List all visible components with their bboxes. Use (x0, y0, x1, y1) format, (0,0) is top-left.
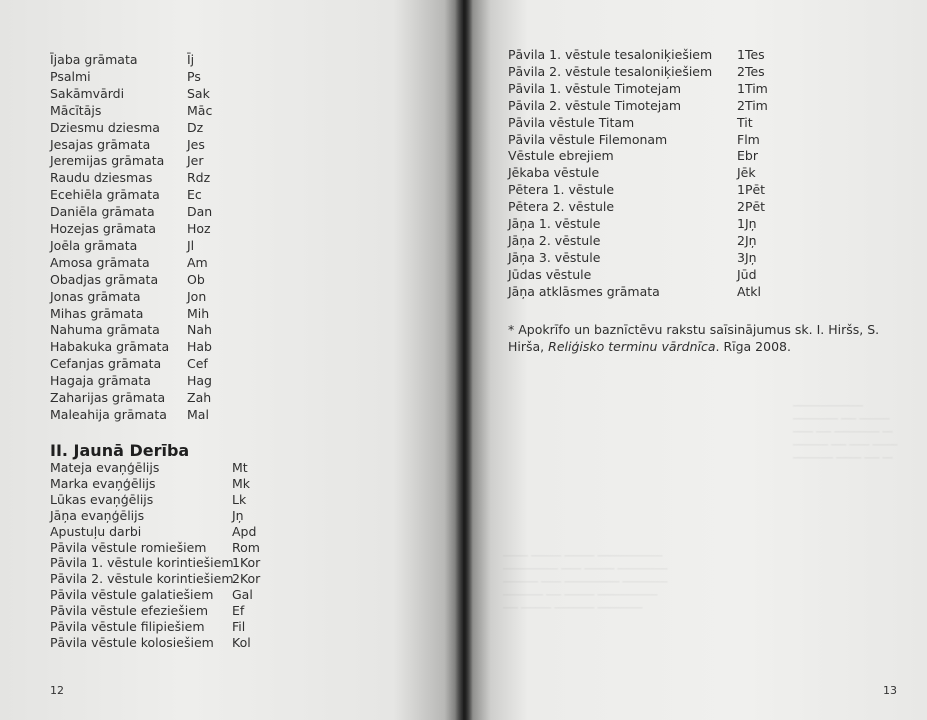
book-abbreviation: Ob (187, 271, 205, 287)
book-gutter (455, 0, 473, 720)
page-number-right: 13 (883, 684, 897, 697)
book-abbreviation: Hab (187, 339, 212, 355)
book-abbreviation: Nah (187, 322, 212, 338)
book-name: Jāņa 1. vēstule (508, 216, 601, 231)
book-abbreviation: Mih (187, 305, 210, 321)
book-abbreviation: 1Tes (737, 47, 765, 62)
book-abbreviation: Dan (187, 204, 213, 220)
show-through-text: ______________ _________ ___ ______ ____ ___ _________ __ _______ ___ ____ _____ ________ _____ ___ __ (793, 396, 898, 459)
footnote-suffix: . Rīga 2008. (715, 339, 791, 354)
book-name: Jāņa 3. vēstule (508, 249, 601, 265)
book-abbreviation: Māc (187, 102, 213, 118)
book-abbreviation: Lk (232, 491, 247, 507)
book-name: Jāņa atklāsmes grāmata (508, 283, 660, 299)
book-name: Mateja evaņģēlijs (50, 460, 160, 475)
book-abbreviation: Jl (187, 237, 195, 253)
book-name: Pāvila vēstule efeziešiem (50, 603, 209, 619)
book-abbreviation: Jon (187, 288, 207, 304)
book-name: Jēkaba vēstule (508, 165, 600, 181)
book-name: Pāvila 2. vēstule tesaloniķiešiem (508, 63, 713, 79)
book-name: Pāvila vēstule Filemonam (508, 131, 668, 147)
book-abbreviation: 2Kor (232, 571, 261, 587)
book-abbreviation: 1Pēt (737, 182, 766, 198)
book-name: Pētera 2. vēstule (508, 199, 615, 215)
book-name: Pāvila vēstule filipiešiem (50, 619, 205, 634)
book-name: Apustuļu darbi (50, 523, 142, 539)
book-abbreviation: Cef (187, 356, 208, 372)
book-abbreviation: Mk (232, 475, 251, 491)
book-name: Dziesmu dziesma (50, 119, 160, 135)
book-name: Marka evaņģēlijs (50, 475, 156, 491)
book-name: Jonas grāmata (50, 288, 141, 304)
book-abbreviation: Kol (232, 634, 251, 650)
book-abbreviation: Dz (187, 119, 204, 135)
book-name: Ījaba grāmata (50, 52, 138, 67)
book-abbreviation: 1Kor (232, 555, 261, 571)
book-abbreviation: 2Tim (737, 97, 768, 113)
book-name: Cefanjas grāmata (50, 356, 162, 372)
book-name: Pāvila vēstule Titam (508, 114, 635, 130)
book-abbreviation: Rdz (187, 170, 211, 186)
footnote (508, 321, 908, 355)
book-abbreviation: Mal (187, 406, 209, 422)
book-abbreviation: Sak (187, 85, 210, 101)
book-name: Jeremijas grāmata (50, 153, 165, 169)
book-name: Amosa grāmata (50, 254, 150, 270)
book-abbreviation: Jer (187, 153, 204, 169)
book-abbreviation: Mt (232, 460, 248, 475)
book-abbreviation: 1Tim (737, 80, 768, 96)
book-name: Psalmi (50, 68, 91, 84)
book-abbreviation: Rom (232, 539, 260, 555)
book-name: Lūkas evaņģēlijs (50, 491, 154, 507)
book-abbreviation: Ebr (737, 148, 758, 164)
book-abbreviation: Jes (187, 136, 205, 152)
book-abbreviation: Jūd (737, 266, 757, 282)
section-heading: II. Jaunā Derība (50, 441, 190, 460)
book-name: Raudu dziesmas (50, 170, 153, 186)
book-name: Jāņa 2. vēstule (508, 232, 601, 248)
book-abbreviation: 3Jņ (737, 249, 757, 265)
book-abbreviation: Īj (187, 52, 195, 67)
book-abbreviation: 1Jņ (737, 216, 757, 231)
book-abbreviation: Tit (737, 114, 753, 130)
page-number-left: 12 (50, 684, 64, 697)
book-abbreviation: Jņ (232, 507, 244, 523)
book-abbreviation: Fil (232, 619, 246, 634)
book-name: Joēla grāmata (50, 237, 138, 253)
book-name: Pāvila 1. vēstule Timotejam (508, 80, 682, 96)
show-through-text: _____ ______ ______ _____________ ___________ ____ ______ __________ _______ ____ ___________ _________ ________ ___ ______ ____________ ___ ______ ________ _________ (503, 546, 668, 609)
book-abbreviation: Hoz (187, 221, 211, 236)
book-abbreviation: Ec (187, 187, 202, 203)
book-name: Nahuma grāmata (50, 322, 160, 338)
book-name: Obadjas grāmata (50, 271, 159, 287)
book-abbreviation: Ps (187, 68, 201, 84)
book-name: Jāņa evaņģēlijs (50, 507, 145, 523)
book-name: Maleahija grāmata (50, 406, 167, 422)
book-abbreviation: Flm (737, 131, 760, 147)
left-page (0, 0, 463, 720)
book-name: Hozejas grāmata (50, 221, 157, 236)
book-name: Habakuka grāmata (50, 339, 170, 355)
book-name: Pāvila 1. vēstule korintiešiem (50, 555, 234, 571)
book-name: Pāvila 2. vēstule Timotejam (508, 97, 682, 113)
book-name: Jesajas grāmata (50, 136, 151, 152)
book-abbreviation: Jēk (737, 165, 756, 181)
book-abbreviation: Atkl (737, 283, 761, 299)
book-name: Pāvila vēstule romiešiem (50, 539, 207, 555)
book-abbreviation: Apd (232, 523, 257, 539)
book-abbreviation: Zah (187, 390, 212, 405)
book-name: Ecehiēla grāmata (50, 187, 160, 203)
book-name: Vēstule ebrejiem (508, 148, 614, 164)
footnote-prefix: * Apokrīfo un baznīctēvu rakstu saīsinājumus sk. I. Hiršs, S. Hirša, (508, 322, 880, 354)
footnote-title: Reliģisko terminu vārdnīca (548, 339, 716, 354)
book-name: Daniēla grāmata (50, 204, 155, 220)
book-abbreviation: Am (187, 254, 208, 270)
book-name: Jūdas vēstule (508, 266, 592, 282)
book-name: Pētera 1. vēstule (508, 182, 615, 198)
book-abbreviation: 2Jņ (737, 232, 757, 248)
book-abbreviation: Gal (232, 587, 253, 603)
book-name: Mihas grāmata (50, 305, 144, 321)
book-name: Pāvila 2. vēstule korintiešiem (50, 571, 234, 587)
book-abbreviation: 2Pēt (737, 199, 766, 215)
book-name: Pāvila vēstule galatiešiem (50, 587, 214, 603)
book-name: Pāvila vēstule kolosiešiem (50, 634, 214, 650)
book-name: Mācītājs (50, 102, 102, 118)
book-name: Sakāmvārdi (50, 85, 125, 101)
book-abbreviation: 2Tes (737, 63, 765, 79)
book-abbreviation: Hag (187, 373, 212, 389)
book-abbreviation: Ef (232, 603, 245, 619)
book-name: Pāvila 1. vēstule tesaloniķiešiem (508, 47, 713, 62)
book-name: Zaharijas grāmata (50, 390, 166, 405)
book-name: Hagaja grāmata (50, 373, 151, 389)
